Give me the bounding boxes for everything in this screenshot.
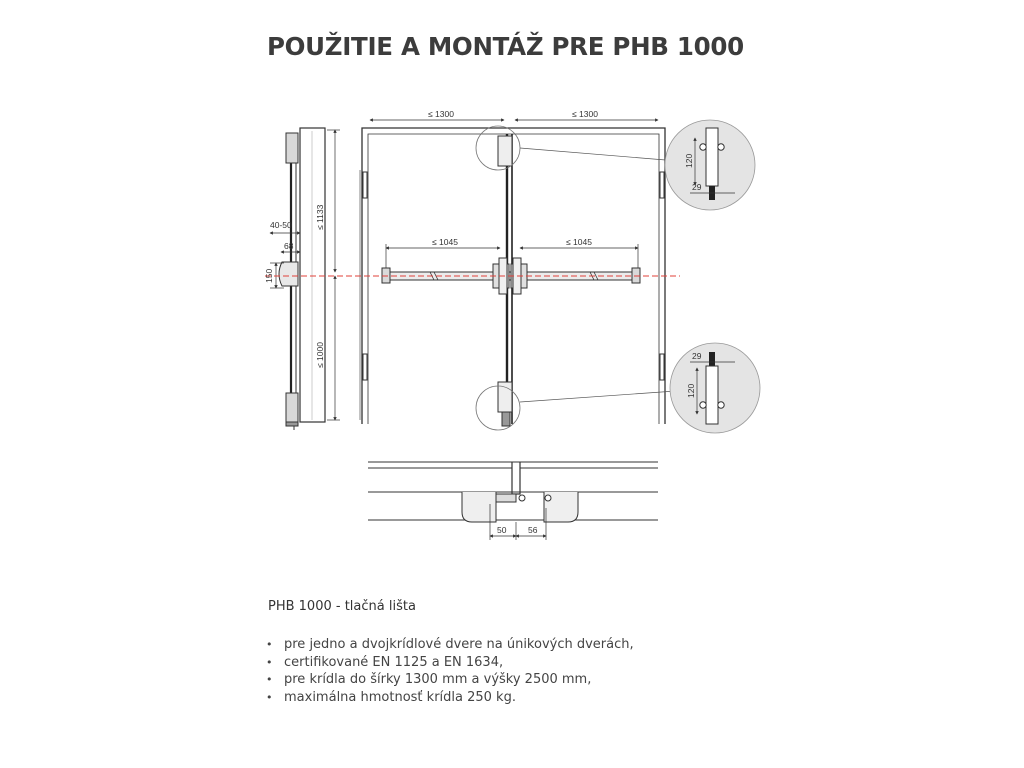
bullet-icon: • [266, 638, 273, 651]
dim-upper-height: ≤ 1133 [315, 204, 325, 230]
front-dimensions [370, 120, 658, 268]
dim-bottom-detail-height: 120 [686, 383, 696, 398]
feature-text: maximálna hmotnosť krídla 250 kg. [284, 689, 516, 705]
dim-door-width-right: ≤ 1300 [572, 109, 598, 119]
bullet-icon: • [266, 673, 273, 686]
dim-side-offset: 68 [284, 241, 294, 251]
dim-bottom-detail-offset: 29 [692, 351, 702, 361]
side-view [279, 128, 325, 430]
dim-bottom-gap-right: 56 [528, 525, 538, 535]
list-item [266, 654, 634, 672]
dim-bottom-gap-left: 50 [497, 525, 507, 535]
feature-text: certifikované EN 1125 a EN 1634, [284, 654, 504, 670]
detail-bottom [670, 343, 760, 433]
dim-door-width-left: ≤ 1300 [428, 109, 454, 119]
dim-handle-height: 150 [264, 268, 274, 283]
feature-list [266, 636, 634, 706]
dim-bar-length-right: ≤ 1045 [566, 237, 592, 247]
list-item [266, 671, 634, 689]
dim-bar-length-left: ≤ 1045 [432, 237, 458, 247]
dim-top-detail-height: 120 [684, 153, 694, 168]
list-item [266, 636, 634, 654]
section-view [368, 462, 658, 522]
dim-top-detail-offset: 29 [692, 182, 702, 192]
page-title: POUŽITIE A MONTÁŽ PRE PHB 1000 [267, 32, 744, 61]
feature-text: pre jedno a dvojkrídlové dvere na únikových dverách, [284, 637, 634, 652]
detail-top [665, 120, 755, 210]
dim-side-depth: 40-50 [270, 220, 292, 230]
bullet-icon: • [266, 690, 273, 704]
list-item [266, 689, 634, 707]
feature-text: pre krídla do šírky 1300 mm a výšky 2500 mm, [284, 672, 592, 687]
bullet-icon: • [266, 655, 273, 669]
dim-lower-height: ≤ 1000 [315, 342, 325, 368]
product-subtitle: PHB 1000 - tlačná lišta [268, 599, 416, 614]
